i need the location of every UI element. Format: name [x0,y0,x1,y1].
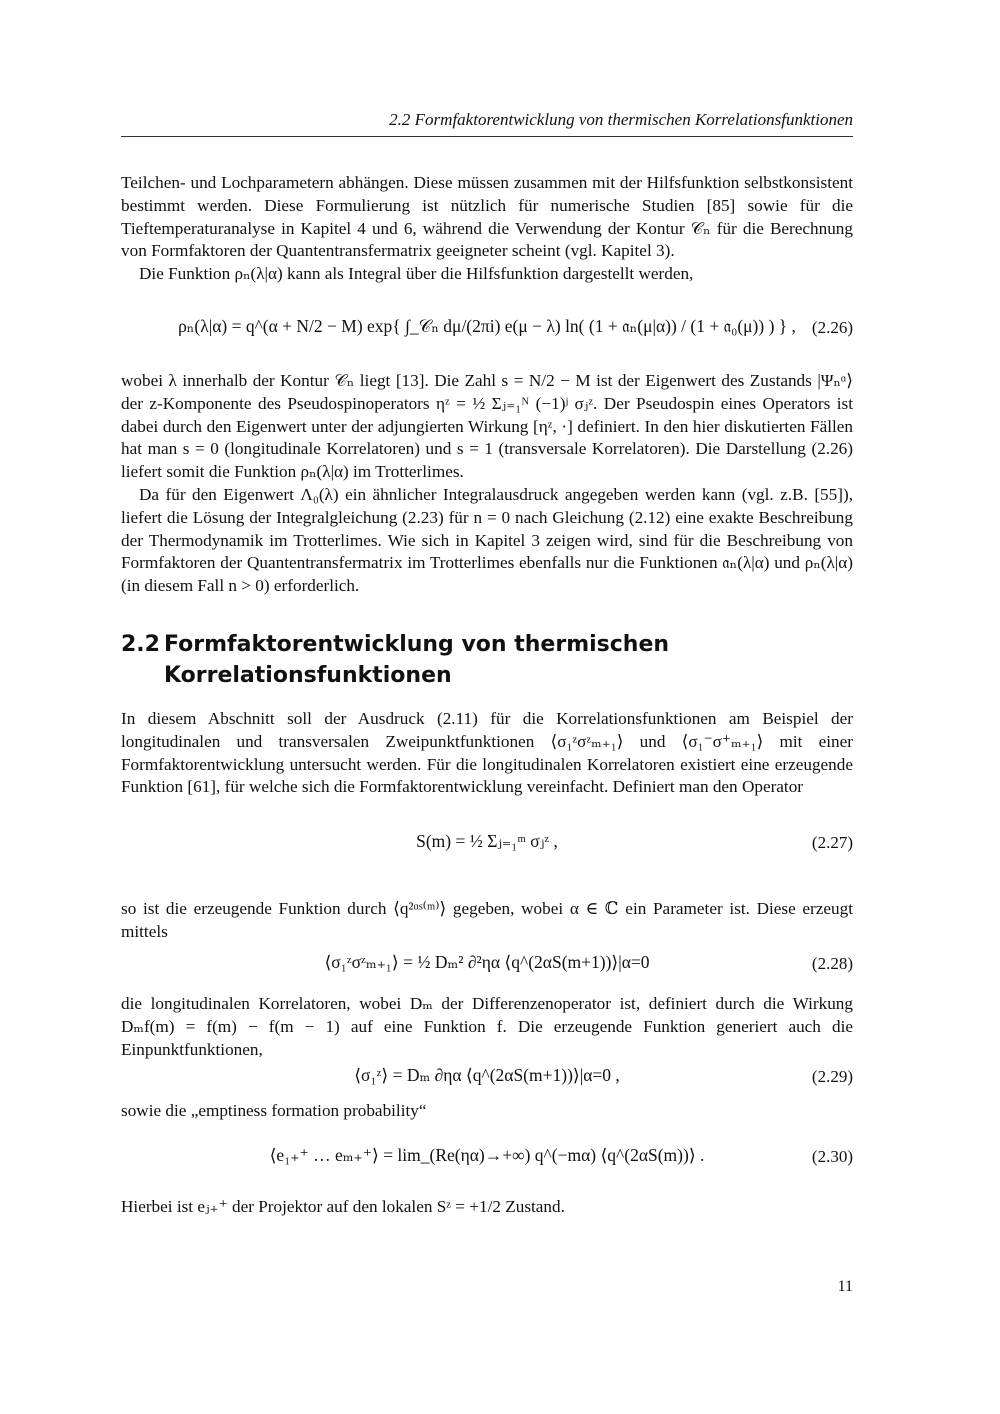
equation-number: (2.28) [811,954,853,973]
paragraph: wobei λ innerhalb der Kontur 𝒞ₙ liegt [13]. Die Zahl s = N/2 − M ist der Eigenwert des Zustands |Ψₙᵅ⟩ der z-Komponente des Pseudospinoperators ηᶻ = ½ Σⱼ₌₁ᴺ (−1)ʲ σⱼᶻ. Der Pseudospin eines Operators ist dabei durch den Eigenwert unter der adjungierten Wirkung [ηᶻ, ·] definiert. In den hier diskutierten Fällen hat man s = 0 (longitudinale Korrelatoren) und s = 1 (transversale Korrelatoren). Die Darstellung (2.26) liefert somit die Funktion ρₙ(λ|α) im Trotterlimes. [121,371,853,482]
paragraph: Die Funktion ρₙ(λ|α) kann als Integral über die Hilfsfunktion dargestellt werden, [139,264,694,283]
equation-2-29 [121,1055,853,1105]
equation-number: (2.30) [811,1147,853,1166]
equation-body: ⟨e₁₊⁺ … eₘ₊⁺⟩ = lim_(Re(ηα)→+∞) q^(−mα) ⟨q^(2αS(m))⟩ . [269,1145,705,1165]
equation-body: ⟨σ₁ᶻ⟩ = Dₘ ∂ηα ⟨q^(2αS(m+1))⟩|α=0 , [354,1065,620,1085]
paragraph: sowie die „emptiness formation probability“ [121,1101,427,1120]
paragraph: so ist die erzeugende Funktion durch ⟨q²ᵅˢ⁽ᵐ⁾⟩ gegeben, wobei α ∈ ℂ ein Parameter ist. Diese erzeugt mittels [121,899,853,941]
paragraph: die longitudinalen Korrelatoren, wobei Dₘ der Differenzenoperator ist, definiert durch die Wirkung Dₘf(m) = f(m) − f(m − 1) auf eine Funktion f. Die erzeugende Funktion generiert auch die Einpunktfunktionen, [121,994,853,1059]
equation-number: (2.26) [811,318,853,337]
equation-2-28 [121,942,853,992]
running-header: 2.2 Formfaktorentwicklung von thermischen Korrelationsfunktionen [121,110,853,137]
equation-2-30 [121,1133,853,1183]
equation-number: (2.27) [811,833,853,852]
paragraph: Hierbei ist eⱼ₊⁺ der Projektor auf den lokalen Sᶻ = +1/2 Zustand. [121,1197,565,1216]
equation-number: (2.29) [811,1067,853,1086]
paragraph: In diesem Abschnitt soll der Ausdruck (2.11) für die Korrelationsfunktionen am Beispiel der longitudinalen und transversalen Zweipunktfunktionen ⟨σ₁ᶻσᶻₘ₊₁⟩ und ⟨σ₁⁻σ⁺ₘ₊₁⟩ mit einer Formfaktorentwicklung untersucht werden. Für die longitudinalen Korrelatoren existiert eine erzeugende Funktion [61], für welche sich die Formfaktorentwicklung vereinfacht. Definiert man den Operator [121,709,853,797]
equation-2-27 [121,815,853,865]
equation-body: ρₙ(λ|α) = q^(α + N/2 − M) exp{ ∫_𝒞ₙ dμ/(2πi) e(μ − λ) ln( (1 + 𝔞ₙ(μ|α)) / (1 + 𝔞₀(μ)) ) } , [178,316,796,336]
section-number: 2.2 [121,632,160,657]
section-heading [121,629,853,691]
paragraph: Da für den Eigenwert Λ₀(λ) ein ähnlicher Integralausdruck angegeben werden kann (vgl. z.B. [55]), liefert die Lösung der Integralgleichung (2.23) für n = 0 nach Gleichung (2.12) eine exakte Beschreibung der Thermodynamik im Trotterlimes. Wie sich in Kapitel 3 zeigen wird, sind für die Beschreibung von Formfaktoren der Quantentransfermatrix im Trotterlimes ebenfalls nur die Funktionen 𝔞ₙ(λ|α) und ρₙ(λ|α) (in diesem Fall n > 0) erforderlich. [121,485,853,596]
equation-body: S(m) = ½ Σⱼ₌₁ᵐ σⱼᶻ , [416,831,558,851]
equation-body: ⟨σ₁ᶻσᶻₘ₊₁⟩ = ½ Dₘ² ∂²ηα ⟨q^(2αS(m+1))⟩|α=0 [324,952,650,972]
page-number: 11 [837,1278,853,1295]
paragraph: Teilchen- und Lochparametern abhängen. Diese müssen zusammen mit der Hilfsfunktion selbstkonsistent bestimmt werden. Diese Formulierung ist nützlich für numerische Studien [85] sowie für die Tieftemperaturanalyse in Kapitel 4 und 6, während die Verwendung der Kontur 𝒞ₙ für die Berechnung von Formfaktoren der Quantentransfermatrix geeigneter scheint (vgl. Kapitel 3). [121,173,853,261]
section-title: Formfaktorentwicklung von thermischen Korrelationsfunktionen [164,632,670,688]
equation-2-26 [121,302,853,352]
